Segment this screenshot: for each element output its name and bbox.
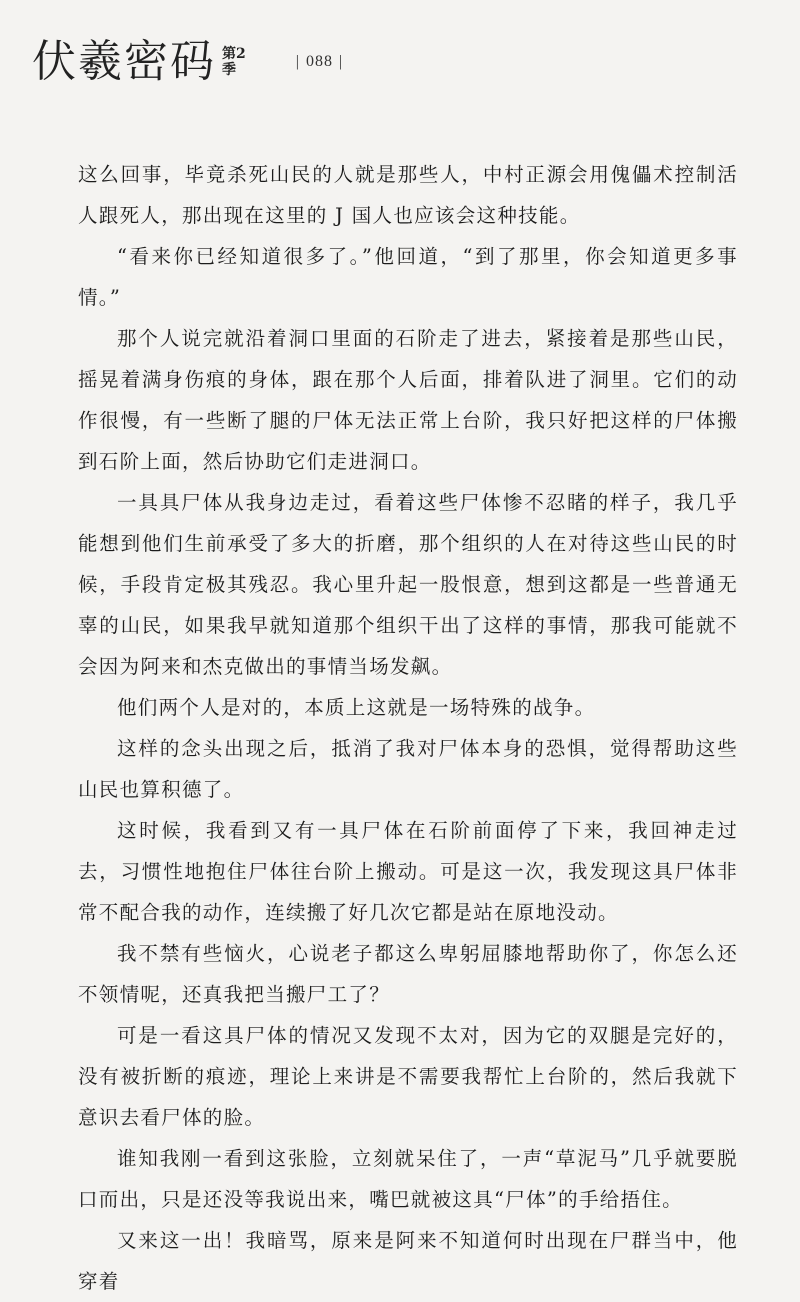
book-title: 伏羲密码: [32, 36, 216, 87]
paragraph: 那个人说完就沿着洞口里面的石阶走了进去，紧接着是那些山民，摇晃着满身伤痕的身体，跟在那个人后面，排着队进了洞里。它们的动作很慢，有一些断了腿的尸体无法正常上台阶，我只好把这样的尸体搬到石阶上面，然后协助它们走进洞口。: [78, 327, 738, 473]
paragraph: 这时候，我看到又有一具尸体在石阶前面停了下来，我回神走过去，习惯性地抱住尸体往台阶上搬动。可是这一次，我发现这具尸体非常不配合我的动作，连续搬了好几次它都是站在原地没动。: [78, 819, 738, 924]
paragraph: 我不禁有些恼火，心说老子都这么卑躬屈膝地帮助你了，你怎么还不领情呢，还真我把当搬尸工了？: [78, 942, 738, 1006]
paragraph: 这样的念头出现之后，抵消了我对尸体本身的恐惧，觉得帮助这些山民也算积德了。: [78, 737, 738, 801]
season-label: [222, 46, 246, 78]
paragraph: 又来这一出！我暗骂，原来是阿来不知道何时出现在尸群当中，他穿着: [78, 1229, 738, 1293]
page-header: [32, 36, 349, 87]
paragraph: 这么回事，毕竟杀死山民的人就是那些人，中村正源会用傀儡术控制活人跟死人，那出现在这里的 J 国人也应该会这种技能。: [78, 163, 738, 227]
page-number-block: [290, 53, 349, 71]
page-number: 088: [305, 53, 333, 70]
paragraph: 谁知我刚一看到这张脸，立刻就呆住了，一声“草泥马”几乎就要脱口而出，只是还没等我说出来，嘴巴就被这具“尸体”的手给捂住。: [78, 1147, 738, 1211]
body-text: [78, 154, 738, 1302]
paragraph: 可是一看这具尸体的情况又发现不太对，因为它的双腿是完好的，没有被折断的痕迹，理论上来讲是不需要我帮忙上台阶的，然后我就下意识去看尸体的脸。: [78, 1024, 738, 1129]
page-number-bar-right: |: [338, 53, 344, 70]
paragraph: 一具具尸体从我身边走过，看着这些尸体惨不忍睹的样子，我几乎能想到他们生前承受了多大的折磨，那个组织的人在对待这些山民的时候，手段肯定极其残忍。我心里升起一股恨意，想到这都是一些普通无辜的山民，如果我早就知道那个组织干出了这样的事情，那我可能就不会因为阿来和杰克做出的事情当场发飙。: [78, 491, 738, 678]
season-label-top: 第2: [222, 46, 246, 62]
season-label-bottom: 季: [222, 62, 236, 78]
paragraph: 他们两个人是对的，本质上这就是一场特殊的战争。: [117, 696, 596, 719]
paragraph: “看来你已经知道很多了。”他回道，“到了那里，你会知道更多事情。”: [78, 245, 738, 309]
page-number-bar-left: |: [295, 53, 300, 70]
